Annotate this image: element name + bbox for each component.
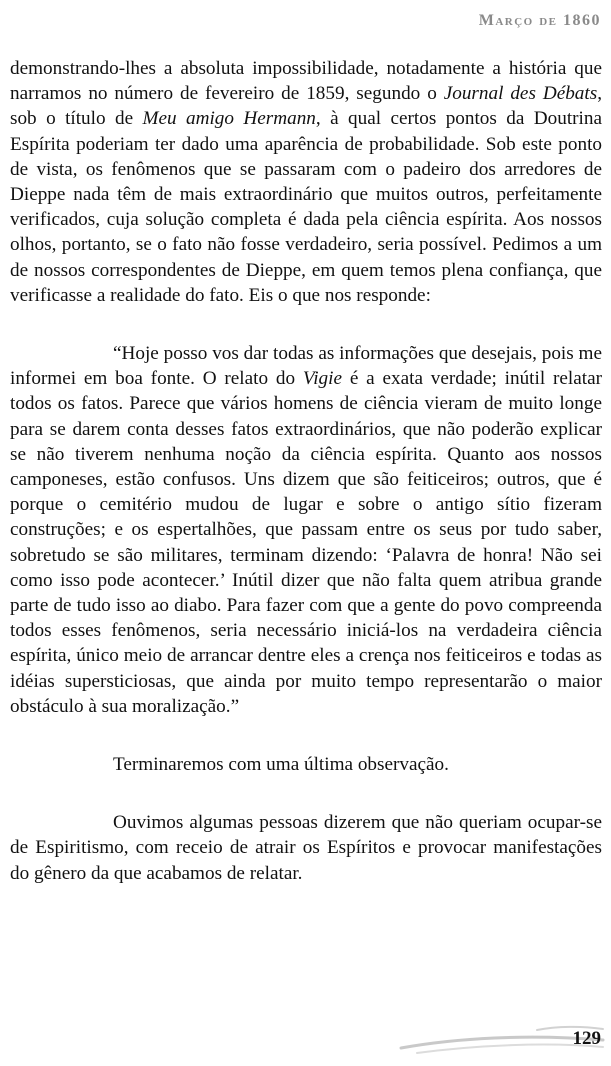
paragraph-spacer	[10, 308, 602, 341]
page-number: 129	[572, 1028, 601, 1049]
paragraph-quote-text-a: “Hoje posso vos dar todas as informações que desejais, pois me informei em boa fonte. O relato do	[10, 343, 602, 390]
paragraph-intro-text-c: , à qual certos pontos da Doutrina Espírita poderiam ter dado uma aparência de probabilidade. Sob este ponto de vista, os fenômenos que se passaram com o padeiro dos arredores de Dieppe nada têm de mais extraordinário que muitos outros, perfeitamente verificados, cuja solução completa é dada pela ciência espírita. Aos nossos olhos, portanto, se o fato não fosse verdadeiro, seria possível. Pedimos a um de nossos correspondentes de Dieppe, em quem temos plena confiança, que verificasse a realidade do fato. Eis o que nos responde:	[10, 108, 603, 306]
paragraph-intro-text-a: demonstrando-lhes a absoluta impossibilidade, notadamente a história que narramos no número de fevereiro de 1859, segundo o	[10, 58, 602, 105]
journal-title: Journal des Débats	[443, 83, 598, 105]
paragraph-intro	[10, 56, 602, 308]
page-body	[10, 56, 602, 886]
page-footer	[397, 1020, 607, 1060]
paragraph-quote	[10, 341, 602, 719]
paragraph-spacer	[10, 777, 602, 810]
paragraph-spacer	[10, 719, 602, 752]
paragraph-closing: Ouvimos algumas pessoas dizerem que não queriam ocupar-se de Espiritismo, com receio de atrair os Espíritos e provocar manifestações do gênero da que acabamos de relatar.	[10, 812, 602, 884]
newspaper-name: Vigie	[302, 368, 342, 390]
paragraph-quote-text-b: é a exata verdade; inútil relatar todos os fatos. Parece que vários homens de ciência vieram de muito longe para se darem conta desses fatos extraordinários, que não poderão explicar se não tiverem nenhuma noção da ciência espírita. Quanto aos nossos camponeses, estão confusos. Uns dizem que são feiticeiros; outros, que é porque o cemitério mudou de lugar e sobre o antigo sítio fizeram construções; e os espertalhões, que passam entre os seus por tudo saber, sobretudo se são militares, terminam dizendo: ‘Palavra de honra! Não sei como isso pode acontecer.’ Inútil dizer que não falta quem atribua grande parte de tudo isso ao diabo. Para fazer com que a gente do povo compreenda todos esses fenômenos, seria necessário iniciá-los na verdadeira ciência espírita, único meio de arrancar dentre eles a crença nos feiticeiros e todas as idéias supersticiosas, que ainda por muito tempo representarão o maior obstáculo à sua moralização.”	[10, 368, 602, 717]
paragraph-intro-text-b: , sob o título de	[10, 83, 602, 130]
story-title: Meu amigo Hermann	[142, 108, 316, 130]
paragraph-observation: Terminaremos com uma última observação.	[113, 754, 449, 776]
running-header: Março de 1860	[478, 12, 601, 29]
